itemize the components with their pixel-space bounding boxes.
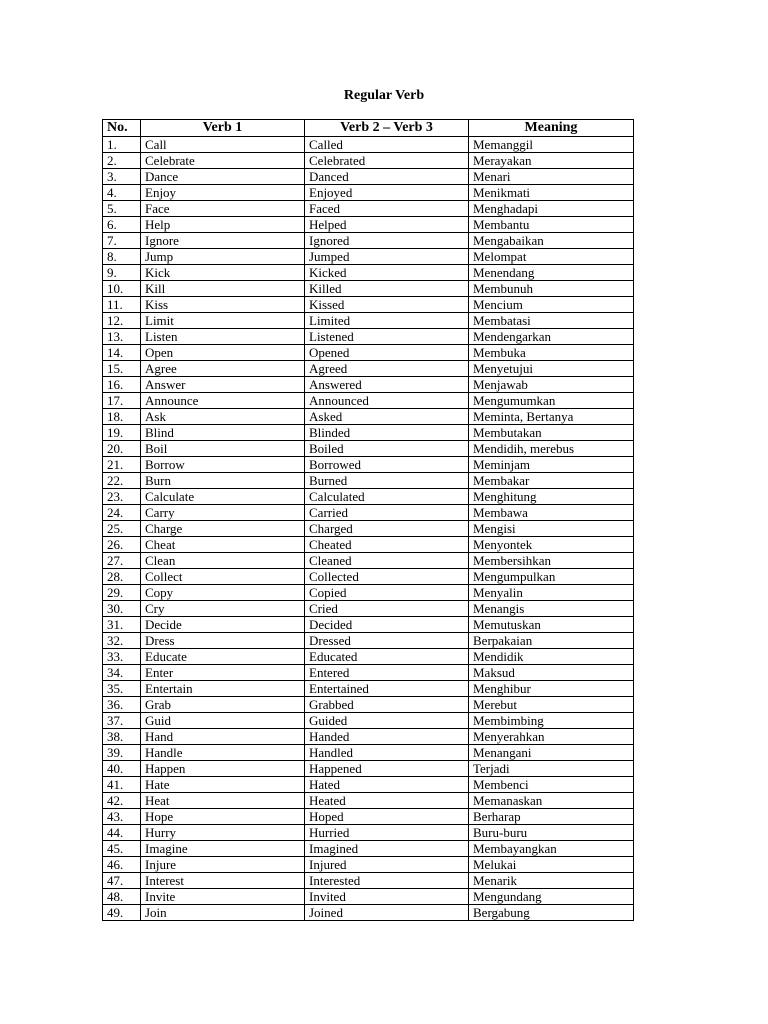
cell-verb-1: Dress bbox=[141, 633, 305, 649]
cell-no: 21. bbox=[103, 457, 141, 473]
cell-verb-1: Heat bbox=[141, 793, 305, 809]
cell-verb-1: Hand bbox=[141, 729, 305, 745]
cell-verb-2-3: Boiled bbox=[305, 441, 469, 457]
cell-no: 23. bbox=[103, 489, 141, 505]
cell-verb-2-3: Entered bbox=[305, 665, 469, 681]
cell-meaning: Menangis bbox=[469, 601, 634, 617]
cell-no: 18. bbox=[103, 409, 141, 425]
cell-verb-1: Ignore bbox=[141, 233, 305, 249]
table-row bbox=[103, 137, 634, 153]
cell-verb-2-3: Answered bbox=[305, 377, 469, 393]
header-verb-1: Verb 1 bbox=[141, 120, 305, 137]
cell-no: 2. bbox=[103, 153, 141, 169]
cell-meaning: Membawa bbox=[469, 505, 634, 521]
cell-no: 10. bbox=[103, 281, 141, 297]
table-row bbox=[103, 425, 634, 441]
table-row bbox=[103, 825, 634, 841]
cell-verb-1: Carry bbox=[141, 505, 305, 521]
table-row bbox=[103, 761, 634, 777]
cell-verb-2-3: Hurried bbox=[305, 825, 469, 841]
cell-verb-1: Answer bbox=[141, 377, 305, 393]
cell-verb-2-3: Collected bbox=[305, 569, 469, 585]
cell-verb-2-3: Kicked bbox=[305, 265, 469, 281]
cell-meaning: Membimbing bbox=[469, 713, 634, 729]
cell-verb-1: Handle bbox=[141, 745, 305, 761]
cell-verb-2-3: Opened bbox=[305, 345, 469, 361]
cell-verb-2-3: Ignored bbox=[305, 233, 469, 249]
table-row bbox=[103, 617, 634, 633]
verb-table-body bbox=[103, 137, 634, 921]
cell-verb-1: Kill bbox=[141, 281, 305, 297]
table-header-row bbox=[103, 120, 634, 137]
cell-meaning: Merayakan bbox=[469, 153, 634, 169]
cell-verb-1: Educate bbox=[141, 649, 305, 665]
cell-meaning: Memanaskan bbox=[469, 793, 634, 809]
table-row bbox=[103, 681, 634, 697]
cell-no: 16. bbox=[103, 377, 141, 393]
cell-verb-2-3: Injured bbox=[305, 857, 469, 873]
cell-meaning: Menyetujui bbox=[469, 361, 634, 377]
table-row bbox=[103, 377, 634, 393]
table-row bbox=[103, 857, 634, 873]
table-row bbox=[103, 169, 634, 185]
cell-verb-2-3: Celebrated bbox=[305, 153, 469, 169]
cell-meaning: Membunuh bbox=[469, 281, 634, 297]
cell-verb-2-3: Charged bbox=[305, 521, 469, 537]
cell-verb-2-3: Hoped bbox=[305, 809, 469, 825]
cell-no: 41. bbox=[103, 777, 141, 793]
cell-no: 45. bbox=[103, 841, 141, 857]
cell-no: 28. bbox=[103, 569, 141, 585]
cell-verb-1: Join bbox=[141, 905, 305, 921]
table-row bbox=[103, 889, 634, 905]
cell-verb-1: Grab bbox=[141, 697, 305, 713]
cell-verb-2-3: Enjoyed bbox=[305, 185, 469, 201]
table-row bbox=[103, 713, 634, 729]
cell-meaning: Mendidih, merebus bbox=[469, 441, 634, 457]
cell-verb-1: Cry bbox=[141, 601, 305, 617]
table-row bbox=[103, 537, 634, 553]
table-row bbox=[103, 601, 634, 617]
verb-table bbox=[102, 119, 634, 921]
cell-no: 14. bbox=[103, 345, 141, 361]
cell-meaning: Mengisi bbox=[469, 521, 634, 537]
cell-no: 17. bbox=[103, 393, 141, 409]
cell-no: 19. bbox=[103, 425, 141, 441]
cell-meaning: Bergabung bbox=[469, 905, 634, 921]
cell-verb-2-3: Calculated bbox=[305, 489, 469, 505]
cell-verb-1: Imagine bbox=[141, 841, 305, 857]
cell-meaning: Mengabaikan bbox=[469, 233, 634, 249]
cell-no: 15. bbox=[103, 361, 141, 377]
cell-no: 30. bbox=[103, 601, 141, 617]
cell-verb-2-3: Cleaned bbox=[305, 553, 469, 569]
table-row bbox=[103, 185, 634, 201]
table-row bbox=[103, 521, 634, 537]
cell-verb-2-3: Blinded bbox=[305, 425, 469, 441]
cell-verb-2-3: Called bbox=[305, 137, 469, 153]
cell-verb-1: Calculate bbox=[141, 489, 305, 505]
cell-verb-1: Blind bbox=[141, 425, 305, 441]
cell-verb-1: Hurry bbox=[141, 825, 305, 841]
cell-meaning: Menghitung bbox=[469, 489, 634, 505]
cell-verb-1: Ask bbox=[141, 409, 305, 425]
cell-meaning: Merebut bbox=[469, 697, 634, 713]
cell-verb-1: Collect bbox=[141, 569, 305, 585]
cell-verb-2-3: Handed bbox=[305, 729, 469, 745]
table-row bbox=[103, 665, 634, 681]
header-meaning: Meaning bbox=[469, 120, 634, 137]
cell-verb-2-3: Kissed bbox=[305, 297, 469, 313]
table-row bbox=[103, 505, 634, 521]
table-row bbox=[103, 777, 634, 793]
cell-verb-1: Call bbox=[141, 137, 305, 153]
cell-verb-2-3: Joined bbox=[305, 905, 469, 921]
cell-meaning: Mengundang bbox=[469, 889, 634, 905]
table-row bbox=[103, 281, 634, 297]
cell-verb-2-3: Jumped bbox=[305, 249, 469, 265]
cell-verb-2-3: Entertained bbox=[305, 681, 469, 697]
cell-verb-2-3: Decided bbox=[305, 617, 469, 633]
cell-verb-1: Decide bbox=[141, 617, 305, 633]
table-row bbox=[103, 649, 634, 665]
table-row bbox=[103, 297, 634, 313]
cell-verb-2-3: Grabbed bbox=[305, 697, 469, 713]
cell-verb-2-3: Dressed bbox=[305, 633, 469, 649]
cell-verb-2-3: Limited bbox=[305, 313, 469, 329]
cell-verb-1: Open bbox=[141, 345, 305, 361]
cell-no: 1. bbox=[103, 137, 141, 153]
cell-no: 36. bbox=[103, 697, 141, 713]
table-row bbox=[103, 329, 634, 345]
cell-verb-2-3: Burned bbox=[305, 473, 469, 489]
cell-meaning: Buru-buru bbox=[469, 825, 634, 841]
cell-verb-2-3: Educated bbox=[305, 649, 469, 665]
cell-no: 9. bbox=[103, 265, 141, 281]
cell-no: 37. bbox=[103, 713, 141, 729]
cell-no: 32. bbox=[103, 633, 141, 649]
table-row bbox=[103, 697, 634, 713]
cell-verb-1: Agree bbox=[141, 361, 305, 377]
cell-meaning: Menjawab bbox=[469, 377, 634, 393]
table-row bbox=[103, 489, 634, 505]
cell-meaning: Menendang bbox=[469, 265, 634, 281]
cell-verb-2-3: Danced bbox=[305, 169, 469, 185]
cell-verb-1: Face bbox=[141, 201, 305, 217]
table-row bbox=[103, 345, 634, 361]
cell-meaning: Menyerahkan bbox=[469, 729, 634, 745]
cell-meaning: Menghadapi bbox=[469, 201, 634, 217]
table-row bbox=[103, 841, 634, 857]
header-no: No. bbox=[103, 120, 141, 137]
table-row bbox=[103, 745, 634, 761]
cell-verb-2-3: Heated bbox=[305, 793, 469, 809]
cell-meaning: Membuka bbox=[469, 345, 634, 361]
cell-verb-2-3: Cried bbox=[305, 601, 469, 617]
cell-meaning: Menikmati bbox=[469, 185, 634, 201]
cell-no: 47. bbox=[103, 873, 141, 889]
table-row bbox=[103, 793, 634, 809]
cell-meaning: Memutuskan bbox=[469, 617, 634, 633]
cell-no: 22. bbox=[103, 473, 141, 489]
cell-verb-1: Enjoy bbox=[141, 185, 305, 201]
cell-meaning: Menghibur bbox=[469, 681, 634, 697]
cell-meaning: Meminjam bbox=[469, 457, 634, 473]
cell-meaning: Menarik bbox=[469, 873, 634, 889]
table-row bbox=[103, 361, 634, 377]
cell-no: 49. bbox=[103, 905, 141, 921]
cell-verb-1: Borrow bbox=[141, 457, 305, 473]
cell-no: 7. bbox=[103, 233, 141, 249]
cell-verb-2-3: Helped bbox=[305, 217, 469, 233]
cell-verb-2-3: Copied bbox=[305, 585, 469, 601]
cell-no: 27. bbox=[103, 553, 141, 569]
cell-verb-1: Clean bbox=[141, 553, 305, 569]
cell-meaning: Menyontek bbox=[469, 537, 634, 553]
cell-no: 46. bbox=[103, 857, 141, 873]
table-row bbox=[103, 473, 634, 489]
cell-verb-2-3: Cheated bbox=[305, 537, 469, 553]
cell-meaning: Membutakan bbox=[469, 425, 634, 441]
cell-no: 35. bbox=[103, 681, 141, 697]
cell-verb-1: Announce bbox=[141, 393, 305, 409]
cell-meaning: Menari bbox=[469, 169, 634, 185]
table-row bbox=[103, 873, 634, 889]
cell-no: 31. bbox=[103, 617, 141, 633]
table-row bbox=[103, 633, 634, 649]
table-row bbox=[103, 441, 634, 457]
cell-verb-1: Celebrate bbox=[141, 153, 305, 169]
cell-no: 38. bbox=[103, 729, 141, 745]
cell-verb-1: Hate bbox=[141, 777, 305, 793]
cell-no: 44. bbox=[103, 825, 141, 841]
cell-verb-2-3: Borrowed bbox=[305, 457, 469, 473]
cell-meaning: Membantu bbox=[469, 217, 634, 233]
table-row bbox=[103, 201, 634, 217]
table-row bbox=[103, 233, 634, 249]
cell-verb-1: Burn bbox=[141, 473, 305, 489]
cell-meaning: Melompat bbox=[469, 249, 634, 265]
cell-verb-2-3: Invited bbox=[305, 889, 469, 905]
cell-verb-2-3: Asked bbox=[305, 409, 469, 425]
cell-no: 4. bbox=[103, 185, 141, 201]
cell-no: 48. bbox=[103, 889, 141, 905]
header-verb-2-3: Verb 2 – Verb 3 bbox=[305, 120, 469, 137]
cell-verb-2-3: Listened bbox=[305, 329, 469, 345]
cell-verb-1: Hope bbox=[141, 809, 305, 825]
cell-verb-1: Listen bbox=[141, 329, 305, 345]
cell-verb-1: Entertain bbox=[141, 681, 305, 697]
cell-verb-2-3: Hated bbox=[305, 777, 469, 793]
cell-verb-1: Jump bbox=[141, 249, 305, 265]
cell-no: 42. bbox=[103, 793, 141, 809]
cell-verb-2-3: Interested bbox=[305, 873, 469, 889]
cell-meaning: Menyalin bbox=[469, 585, 634, 601]
table-row bbox=[103, 585, 634, 601]
cell-verb-1: Boil bbox=[141, 441, 305, 457]
cell-meaning: Mengumumkan bbox=[469, 393, 634, 409]
cell-verb-2-3: Killed bbox=[305, 281, 469, 297]
cell-verb-2-3: Imagined bbox=[305, 841, 469, 857]
cell-meaning: Menangani bbox=[469, 745, 634, 761]
cell-no: 40. bbox=[103, 761, 141, 777]
cell-meaning: Membayangkan bbox=[469, 841, 634, 857]
cell-verb-1: Charge bbox=[141, 521, 305, 537]
cell-verb-2-3: Happened bbox=[305, 761, 469, 777]
cell-no: 34. bbox=[103, 665, 141, 681]
cell-no: 8. bbox=[103, 249, 141, 265]
table-row bbox=[103, 217, 634, 233]
table-row bbox=[103, 153, 634, 169]
cell-meaning: Membakar bbox=[469, 473, 634, 489]
cell-meaning: Terjadi bbox=[469, 761, 634, 777]
cell-meaning: Mendidik bbox=[469, 649, 634, 665]
cell-no: 39. bbox=[103, 745, 141, 761]
table-row bbox=[103, 569, 634, 585]
cell-no: 25. bbox=[103, 521, 141, 537]
table-row bbox=[103, 393, 634, 409]
cell-no: 12. bbox=[103, 313, 141, 329]
cell-no: 33. bbox=[103, 649, 141, 665]
cell-verb-1: Dance bbox=[141, 169, 305, 185]
cell-meaning: Membenci bbox=[469, 777, 634, 793]
cell-no: 5. bbox=[103, 201, 141, 217]
cell-meaning: Membatasi bbox=[469, 313, 634, 329]
cell-verb-1: Invite bbox=[141, 889, 305, 905]
cell-verb-1: Guid bbox=[141, 713, 305, 729]
cell-verb-1: Happen bbox=[141, 761, 305, 777]
cell-no: 13. bbox=[103, 329, 141, 345]
cell-verb-1: Interest bbox=[141, 873, 305, 889]
cell-verb-1: Kick bbox=[141, 265, 305, 281]
cell-meaning: Melukai bbox=[469, 857, 634, 873]
cell-meaning: Meminta, Bertanya bbox=[469, 409, 634, 425]
cell-meaning: Maksud bbox=[469, 665, 634, 681]
cell-no: 20. bbox=[103, 441, 141, 457]
cell-no: 24. bbox=[103, 505, 141, 521]
cell-verb-2-3: Faced bbox=[305, 201, 469, 217]
cell-meaning: Mendengarkan bbox=[469, 329, 634, 345]
cell-no: 29. bbox=[103, 585, 141, 601]
table-row bbox=[103, 409, 634, 425]
cell-verb-1: Kiss bbox=[141, 297, 305, 313]
cell-meaning: Mencium bbox=[469, 297, 634, 313]
cell-no: 3. bbox=[103, 169, 141, 185]
cell-no: 6. bbox=[103, 217, 141, 233]
cell-no: 26. bbox=[103, 537, 141, 553]
table-row bbox=[103, 313, 634, 329]
cell-verb-2-3: Carried bbox=[305, 505, 469, 521]
table-row bbox=[103, 457, 634, 473]
cell-no: 11. bbox=[103, 297, 141, 313]
cell-verb-2-3: Announced bbox=[305, 393, 469, 409]
cell-verb-1: Limit bbox=[141, 313, 305, 329]
cell-verb-2-3: Guided bbox=[305, 713, 469, 729]
cell-verb-1: Copy bbox=[141, 585, 305, 601]
table-row bbox=[103, 249, 634, 265]
cell-verb-1: Enter bbox=[141, 665, 305, 681]
cell-verb-1: Cheat bbox=[141, 537, 305, 553]
table-row bbox=[103, 265, 634, 281]
cell-meaning: Membersihkan bbox=[469, 553, 634, 569]
cell-verb-1: Injure bbox=[141, 857, 305, 873]
cell-meaning: Mengumpulkan bbox=[469, 569, 634, 585]
table-row bbox=[103, 553, 634, 569]
cell-meaning: Berharap bbox=[469, 809, 634, 825]
cell-meaning: Berpakaian bbox=[469, 633, 634, 649]
cell-verb-1: Help bbox=[141, 217, 305, 233]
table-row bbox=[103, 809, 634, 825]
table-row bbox=[103, 905, 634, 921]
page-title: Regular Verb bbox=[343, 88, 425, 103]
cell-meaning: Memanggil bbox=[469, 137, 634, 153]
cell-no: 43. bbox=[103, 809, 141, 825]
cell-verb-2-3: Handled bbox=[305, 745, 469, 761]
table-row bbox=[103, 729, 634, 745]
cell-verb-2-3: Agreed bbox=[305, 361, 469, 377]
